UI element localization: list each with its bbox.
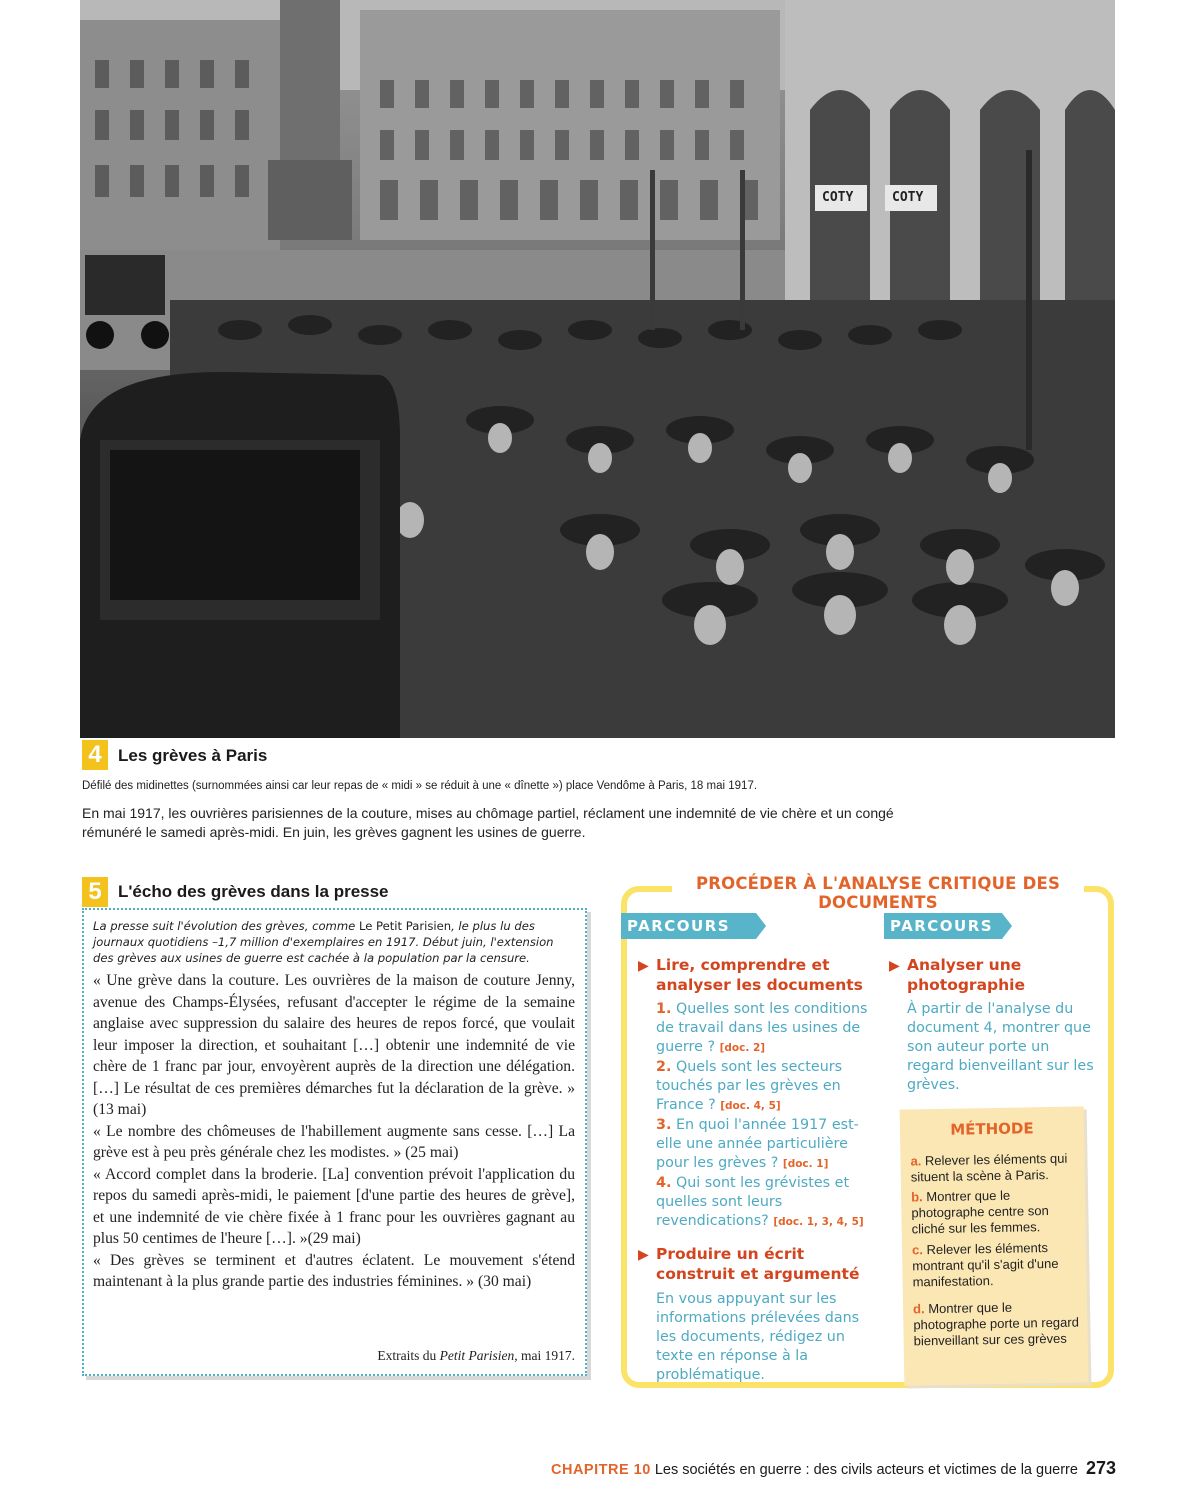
question-number: 4. (656, 1175, 672, 1191)
question-ref: [doc. 1] (782, 1158, 829, 1170)
methode-item (913, 1298, 1086, 1349)
doc5-intro-part: , le plus lu des journaux quotidiens –1,7 million d'exemplaires en 1917. Début juin, l'extension des grèves aux usines de guerre est cachée à la population par la censure. (93, 919, 554, 965)
section-c-title: Produire un écrit construit et argumenté (656, 1245, 860, 1283)
shop-sign-coty: COTY (822, 190, 854, 205)
strike-photo (80, 0, 1115, 738)
doc5-intro-newspaper: Le Petit Parisien (358, 919, 452, 933)
methode-text: Montrer que le photographe centre son cliché sur les femmes. (911, 1187, 1049, 1237)
methode-letter: c. (911, 1242, 924, 1258)
source-part: Extraits du (377, 1348, 440, 1363)
photo-illustration (80, 0, 1115, 738)
section-a-title: Lire, comprendre et analyser les documents (656, 956, 863, 994)
chapter-label: CHAPITRE 10 (551, 1462, 651, 1478)
doc5-text-box (82, 908, 587, 1376)
methode-item (910, 1150, 1083, 1185)
doc4-description: En mai 1917, les ouvrières parisiennes de la couture, mises au chômage partiel, réclament une indemnité de vie chère et un congé rémunéré le samedi après-midi. En juin, les grèves gagnent les usines de guerre. (82, 805, 894, 840)
methode-letter: d. (912, 1301, 925, 1317)
source-newspaper: Petit Parisien (439, 1348, 515, 1363)
methode-note (900, 1106, 1089, 1385)
question-list (656, 1000, 884, 1232)
doc4-number: 4 (82, 740, 108, 770)
question-number: 2. (656, 1059, 672, 1075)
methode-letter: b. (911, 1189, 923, 1205)
section-c-text: En vous appuyant sur les informations prélevées dans les documents, rédigez un texte en réponse à la problématique. (656, 1291, 860, 1383)
page-number: 273 (1086, 1458, 1117, 1478)
section-c-heading (638, 1244, 876, 1284)
methode-text: Relever les éléments montrant qu'il s'agit d'une manifestation. (912, 1240, 1059, 1290)
question-ref: [doc. 1, 3, 4, 5] (773, 1216, 864, 1228)
arrow-right-icon: ▶ (889, 958, 900, 974)
shop-sign-coty: COTY (892, 190, 924, 205)
methode-title: MÉTHODE (950, 1119, 1034, 1139)
press-quote: « Des grèves se terminent et d'autres éclatent. Le mouvement s'étend maintenant à la plus grande partie des industries féminines. » (30 mai) (93, 1251, 575, 1290)
question-text: Quelles sont les conditions de travail dans les usines de guerre ? (656, 1001, 868, 1055)
question-item (656, 1000, 884, 1058)
methode-item (911, 1186, 1084, 1237)
press-quote: « Accord complet dans la broderie. [La] convention prévoit l'application du repos du samedi après-midi, le paiement [d'une partie des heures de grève], et une indemnité de vie chère fixée à 1 franc pour les ouvrières gagnant au plus 50 centimes de l'heure […]. »(29 mai) (93, 1165, 575, 1247)
doc4-subtitle: Défilé des midinettes (surnommées ainsi car leur repas de « midi » se réduit à une « dînette ») place Vendôme à Paris, 18 mai 1917. (82, 780, 758, 792)
doc5-number: 5 (82, 877, 108, 907)
question-text: Qui sont les grévistes et quelles sont leurs revendications? (656, 1175, 850, 1229)
methode-item (912, 1239, 1085, 1290)
press-quote: « Le nombre des chômeuses de l'habillement augmente sans cesse. […] La grève est à peu près générale chez les modistes. » (25 mai) (93, 1122, 575, 1161)
section-b-heading (889, 955, 1087, 995)
doc5-title: L'écho des grèves dans la presse (118, 882, 389, 901)
question-text: En quoi l'année 1917 est-elle une année particulière pour les grèves ? (656, 1117, 859, 1171)
methode-letter: a. (910, 1153, 922, 1169)
parcours-b-tag: PARCOURS B (884, 913, 1002, 939)
arrow-right-icon: ▶ (638, 1247, 649, 1263)
methode-text: Montrer que le photographe porte un regard bienveillant sur ces grèves (913, 1299, 1079, 1349)
doc5-intro (93, 918, 575, 966)
doc4-title: Les grèves à Paris (118, 746, 268, 765)
page-footer (551, 1462, 1078, 1478)
section-b-text: À partir de l'analyse du document 4, montrer que son auteur porte un regard bienveillant sur les grèves. (907, 1001, 1094, 1093)
methode-text: Relever les éléments qui situent la scène à Paris. (910, 1150, 1068, 1185)
doc5-intro-part: La presse suit l'évolution des grèves, comme (93, 919, 359, 933)
arrow-right-icon: ▶ (638, 958, 649, 974)
panel-title: PROCÉDER À L'ANALYSE CRITIQUE DES DOCUMENTS (672, 874, 1084, 912)
section-a-heading (638, 955, 876, 995)
question-item (656, 1058, 884, 1116)
chapter-title: Les sociétés en guerre : des civils acteurs et victimes de la guerre (654, 1462, 1078, 1478)
question-text: Quels sont les secteurs touchés par les grèves en France ? (656, 1059, 843, 1113)
press-quote: « Une grève dans la couture. Les ouvrières de la maison de couture Jenny, avenue des Champs-Élysées, refusant d'accepter le régime de la semaine anglaise avec suppression du salaire des heures de repos forcé, que voulait leur imposer la direction, et souhaitant […] obtenir une indemnité de vie chère de 1 franc par jour, envoyèrent auprès de la direction une délégation. […] Le résultat de ces premières démarches fut la déclaration de la grève. » (13 mai) (93, 972, 575, 1118)
source-part: , mai 1917. (514, 1348, 575, 1363)
question-number: 1. (656, 1001, 672, 1017)
question-item (656, 1174, 884, 1232)
parcours-a-tag: PARCOURS A (621, 913, 756, 939)
question-number: 3. (656, 1117, 672, 1133)
section-b-title: Analyser une photographie (907, 956, 1025, 994)
question-item (656, 1116, 884, 1174)
doc5-source (377, 1348, 575, 1364)
question-ref: [doc. 2] (719, 1042, 766, 1054)
question-ref: [doc. 4, 5] (720, 1100, 781, 1112)
